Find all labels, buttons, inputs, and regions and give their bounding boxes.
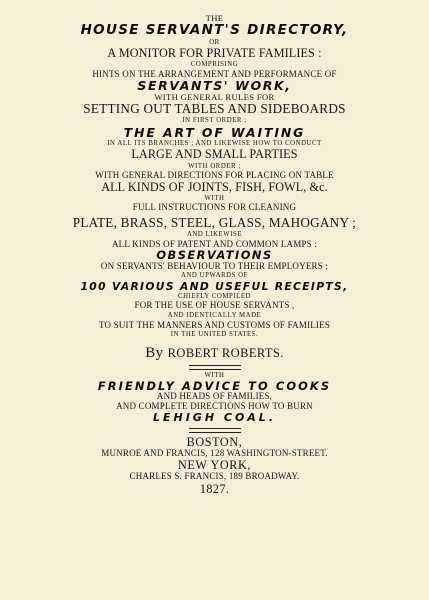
- with2-line: WITH: [204, 371, 225, 379]
- general-directions-line: WITH GENERAL DIRECTIONS FOR PLACING ON TABLE: [95, 169, 334, 180]
- to-suit-line: TO SUIT THE MANNERS AND CUSTOMS OF FAMILIES: [98, 319, 331, 330]
- with-order-line: WITH ORDER ;: [188, 162, 241, 170]
- behaviour-line: ON SERVANTS' BEHAVIOUR TO THEIR EMPLOYERS ;: [100, 260, 329, 271]
- servants-work-heading: SERVANTS' WORK,: [137, 78, 292, 94]
- imprint-city-boston: BOSTON,: [186, 434, 243, 449]
- full-instructions-line: FULL INSTRUCTIONS FOR CLEANING: [132, 202, 297, 213]
- imprint-city-newyork: NEW YORK,: [177, 457, 252, 472]
- hints-line: HINTS ON THE ARRANGEMENT AND PERFORMANCE OF: [92, 68, 337, 79]
- upwards-line: AND UPWARDS OF: [181, 272, 248, 280]
- imprint-publisher-newyork: CHARLES S. FRANCIS, 189 BROADWAY.: [129, 470, 300, 481]
- by-word: By: [145, 344, 164, 361]
- all-branches-line: IN ALL ITS BRANCHES ; AND LIKEWISE HOW TO CONDUCT: [107, 140, 322, 148]
- chiefly-compiled-line: CHIEFLY COMPILED: [177, 293, 251, 301]
- and-likewise-line: AND LIKEWISE: [186, 231, 243, 239]
- first-order-line: IN FIRST ORDER ;: [182, 117, 247, 125]
- observations-heading: OBSERVATIONS: [156, 248, 273, 263]
- author-line: [12, 345, 417, 361]
- subtitle: A MONITOR FOR PRIVATE FAMILIES :: [107, 46, 322, 61]
- lehigh-coal-heading: LEHIGH COAL.: [152, 410, 276, 424]
- united-states-line: IN THE UNITED STATES.: [170, 331, 259, 339]
- divider-rule-2: [189, 428, 241, 433]
- or-line: OR: [209, 38, 220, 46]
- parties-line: LARGE AND SMALL PARTIES: [131, 147, 298, 162]
- imprint-publisher-boston: MUNROE AND FRANCIS, 128 WASHINGTON-STREET.: [101, 447, 328, 458]
- divider-rule: [189, 365, 241, 370]
- author-name: ROBERT ROBERTS.: [167, 345, 284, 360]
- joints-line: ALL KINDS OF JOINTS, FISH, FOWL, &c.: [101, 179, 328, 194]
- imprint: [12, 436, 417, 497]
- friendly-advice-heading: FRIENDLY ADVICE TO COOKS: [97, 379, 332, 394]
- receipts-heading: 100 VARIOUS AND USEFUL RECEIPTS,: [80, 279, 349, 293]
- general-rules-line: WITH GENERAL RULES FOR: [154, 91, 275, 102]
- plate-list-line: PLATE, BRASS, STEEL, GLASS, MAHOGANY ;: [72, 214, 357, 230]
- main-title: HOUSE SERVANT'S DIRECTORY,: [80, 22, 349, 39]
- for-the-use-line: FOR THE USE OF HOUSE SERVANTS ,: [134, 300, 295, 311]
- identically-made-line: AND IDENTICALLY MADE: [167, 312, 262, 320]
- complete-directions-line: AND COMPLETE DIRECTIONS HOW TO BURN: [116, 401, 313, 412]
- imprint-year: 1827.: [199, 482, 230, 497]
- lamps-line: ALL KINDS OF PATENT AND COMMON LAMPS :: [111, 238, 318, 249]
- setting-out-line: SETTING OUT TABLES AND SIDEBOARDS: [83, 101, 346, 117]
- comprising-line: COMPRISING: [190, 61, 239, 69]
- heads-of-families-line: AND HEADS OF FAMILIES,: [156, 391, 273, 402]
- the-line: THE: [205, 13, 224, 23]
- with-line: WITH: [204, 194, 225, 202]
- art-of-waiting-heading: THE ART OF WAITING: [123, 124, 306, 140]
